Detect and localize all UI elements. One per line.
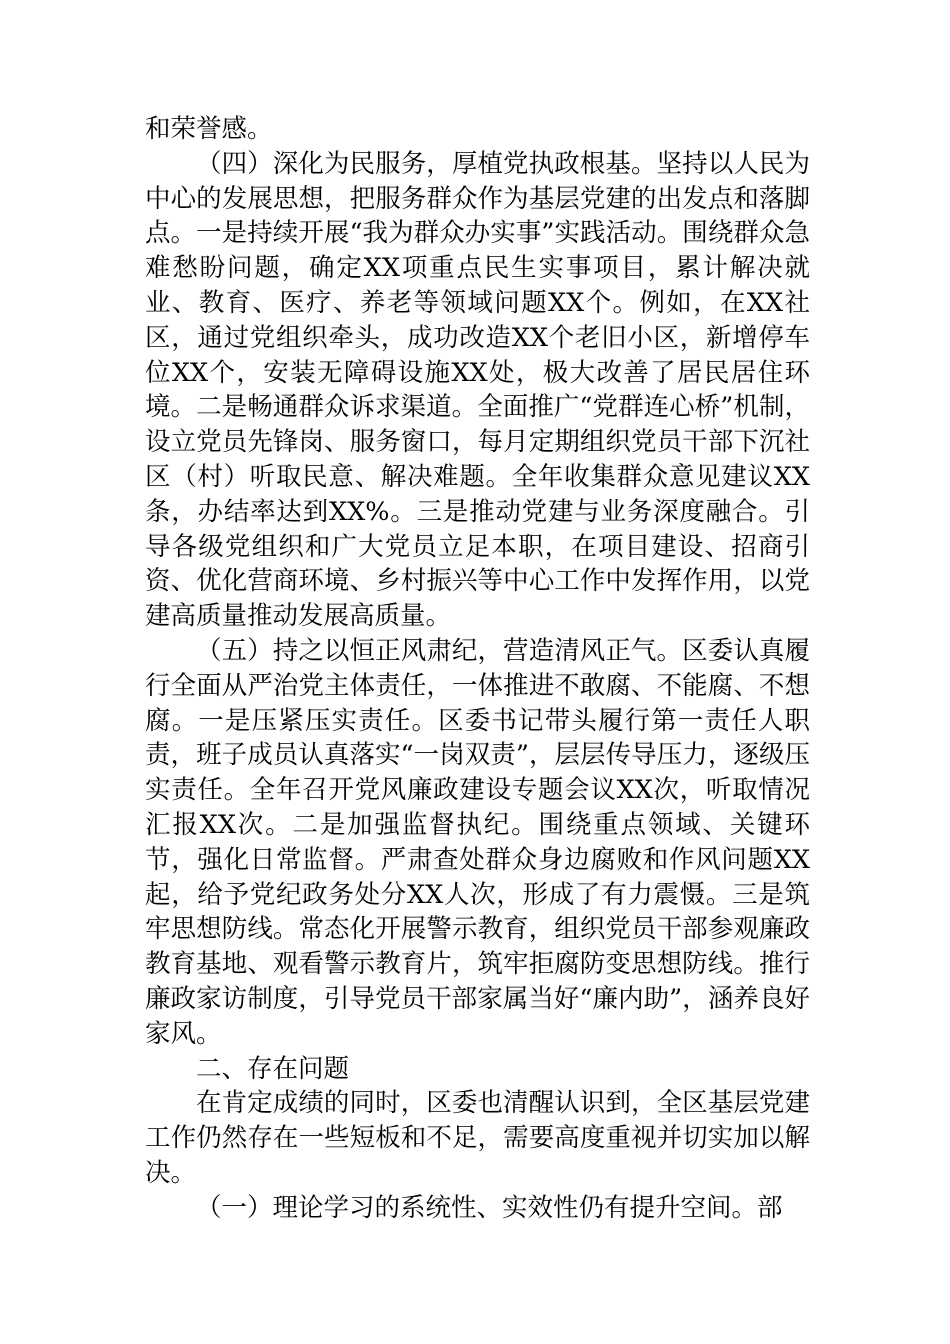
section-heading-problems: 二、存在问题 [196,1053,350,1084]
paragraph-problem-one: （一）理论学习的系统性、实效性仍有提升空间。部 [196,1192,783,1223]
paragraph-problems-intro: 在肯定成绩的同时，区委也清醒认识到，全区基层党建工作仍然存在一些短板和不足，需要高度重视并切实加以解决。 [145,1088,810,1188]
document-body [145,112,810,1226]
paragraph-continuation: 和荣誉感。 [145,114,273,144]
paragraph-section-four: （四）深化为民服务，厚植党执政根基。坚持以人民为中心的发展思想，把服务群众作为基层党建的出发点和落脚点。一是持续开展“我为群众办实事”实践活动。围绕群众急难愁盼问题，确定XX项重点民生实事项目，累计解决就业、教育、医疗、养老等领域问题XX个。例如，在XX社区，通过党组织牵头，成功改造XX个老旧小区，新增停车位XX个，安装无障碍设施XX处，极大改善了居民居住环境。二是畅通群众诉求渠道。全面推广“党群连心桥”机制，设立党员先锋岗、服务窗口，每月定期组织党员干部下沉社区（村）听取民意、解决难题。全年收集群众意见建议XX条，办结率达到XX%。三是推动党建与业务深度融合。引导各级党组织和广大党员立足本职，在项目建设、招商引资、优化营商环境、乡村振兴等中心工作中发挥作用，以党建高质量推动发展高质量。 [145,148,810,632]
paragraph-section-five: （五）持之以恒正风肃纪，营造清风正气。区委认真履行全面从严治党主体责任，一体推进不敢腐、不能腐、不想腐。一是压紧压实责任。区委书记带头履行第一责任人职责，班子成员认真落实“一岗双责”，层层传导压力，逐级压实责任。全年召开党风廉政建设专题会议XX次，听取情况汇报XX次。二是加强监督执纪。围绕重点领域、关键环节，强化日常监督。严肃查处群众身边腐败和作风问题XX起，给予党纪政务处分XX人次，形成了有力震慑。三是筑牢思想防线。常态化开展警示教育，组织党员干部参观廉政教育基地、观看警示教育片，筑牢拒腐防变思想防线。推行廉政家访制度，引导党员干部家属当好“廉内助”，涵养良好家风。 [145,635,810,1049]
